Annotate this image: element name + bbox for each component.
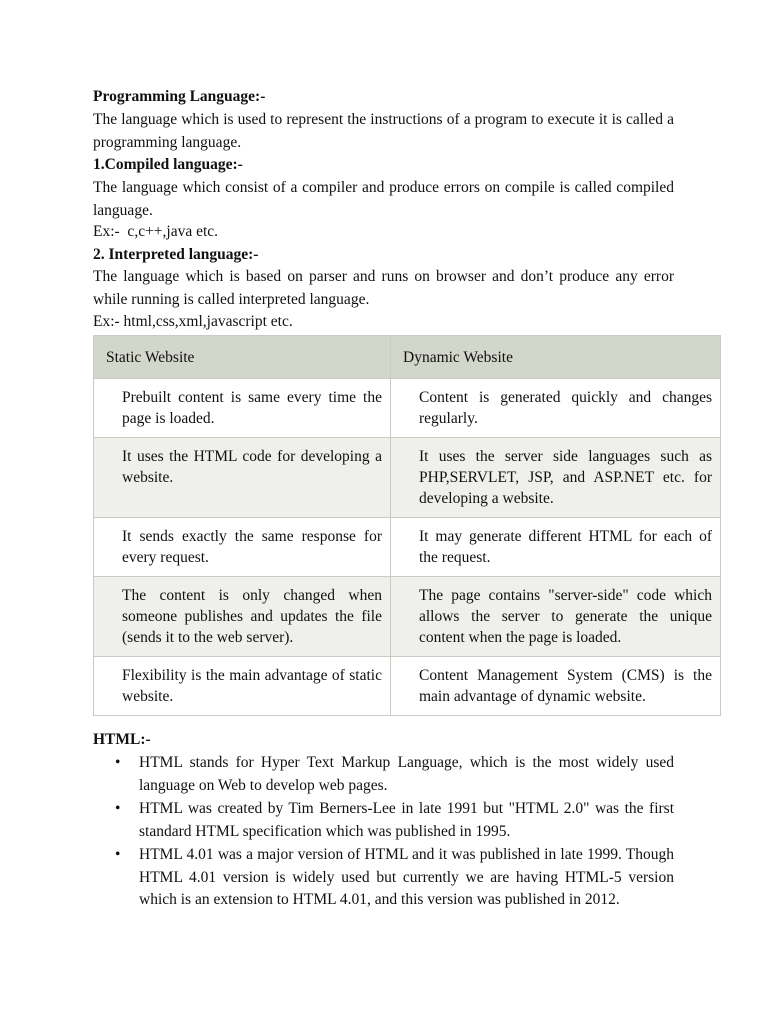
table-row (94, 657, 721, 716)
table-cell-static: It uses the HTML code for developing a website. (94, 438, 391, 518)
table-header-static: Static Website (94, 336, 391, 379)
table-cell-dynamic: Content is generated quickly and changes regularly. (391, 379, 721, 438)
list-item-text: HTML stands for Hyper Text Markup Language, which is the most widely used language on Web to develop web pages. (139, 754, 674, 794)
bullet-icon: • (115, 754, 121, 771)
table-row (94, 438, 721, 518)
interpreted-language-heading: 2. Interpreted language:- (93, 246, 259, 263)
html-heading: HTML:- (93, 731, 151, 748)
table-header-dynamic: Dynamic Website (391, 336, 721, 379)
html-bullet-list (93, 752, 674, 913)
compiled-language-definition: The language which consist of a compiler and produce errors on compile is called compiled language. (93, 179, 674, 219)
table-cell-static: Flexibility is the main advantage of static website. (94, 657, 391, 716)
list-item (93, 844, 674, 912)
static-vs-dynamic-table (93, 335, 721, 716)
table-cell-static: The content is only changed when someone publishes and updates the file (sends it to the web server). (94, 577, 391, 657)
interpreted-language-definition: The language which is based on parser and runs on browser and don’t produce any error while running is called interpreted language. (93, 268, 674, 308)
list-item-text: HTML 4.01 was a major version of HTML and it was published in late 1999. Though HTML 4.01 version is widely used but currently we are having HTML-5 version which is an extension to HTML 4.01, and this version was published in 2012. (139, 846, 674, 908)
compiled-language-example: Ex:- c,c++,java etc. (93, 223, 219, 240)
compiled-language-heading: 1.Compiled language:- (93, 156, 243, 173)
list-item-text: HTML was created by Tim Berners-Lee in late 1991 but "HTML 2.0" was the first standard HTML specification which was published in 1995. (139, 800, 674, 840)
list-item (93, 752, 674, 797)
interpreted-language-example: Ex:- html,css,xml,javascript etc. (93, 313, 293, 330)
table-header-row (94, 336, 721, 379)
table-cell-static: It sends exactly the same response for every request. (94, 518, 391, 577)
table-row (94, 518, 721, 577)
bullet-icon: • (115, 800, 121, 817)
programming-language-definition: The language which is used to represent the instructions of a program to execute it is called a programming language. (93, 111, 674, 151)
table-cell-dynamic: It uses the server side languages such as PHP,SERVLET, JSP, and ASP.NET etc. for developing a website. (391, 438, 721, 518)
programming-language-heading: Programming Language:- (93, 88, 266, 105)
table-cell-dynamic: It may generate different HTML for each of the request. (391, 518, 721, 577)
table-cell-dynamic: Content Management System (CMS) is the main advantage of dynamic website. (391, 657, 721, 716)
table-row (94, 379, 721, 438)
bullet-icon: • (115, 846, 121, 863)
table-row (94, 577, 721, 657)
table-cell-dynamic: The page contains "server-side" code which allows the server to generate the unique content when the page is loaded. (391, 577, 721, 657)
table-cell-static: Prebuilt content is same every time the page is loaded. (94, 379, 391, 438)
list-item (93, 798, 674, 843)
